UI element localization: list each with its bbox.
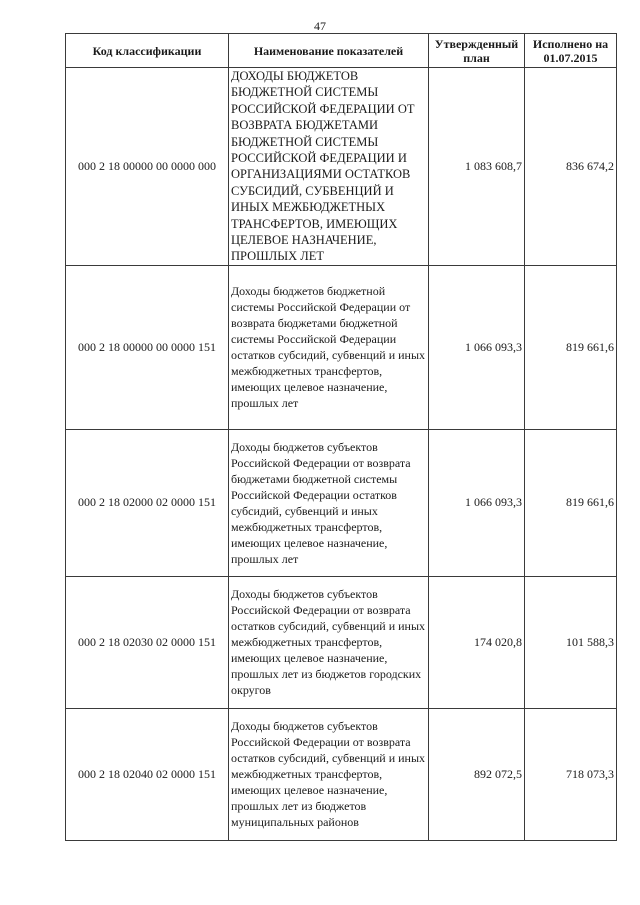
table-row <box>66 576 617 708</box>
row-code: 000 2 18 00000 00 0000 151 <box>66 265 229 429</box>
header-plan <box>429 34 525 68</box>
row-name: Доходы бюджетов субъектов Российской Федерации от возврата бюджетами бюджетной системы Российской Федерации остатков субсидий, субвенций и иных межбюджетных трансфертов, имеющих целевое назначение, прошлых лет <box>229 429 429 576</box>
row-executed: 819 661,6 <box>525 265 617 429</box>
table-row <box>66 265 617 429</box>
header-executed-line1: Исполнено на <box>532 36 609 51</box>
header-executed-line2: 01.07.2015 <box>543 50 598 65</box>
row-plan: 174 020,8 <box>429 576 525 708</box>
row-executed: 718 073,3 <box>525 708 617 840</box>
row-executed: 836 674,2 <box>525 68 617 266</box>
row-code: 000 2 18 00000 00 0000 000 <box>66 68 229 266</box>
row-name: Доходы бюджетов субъектов Российской Федерации от возврата остатков субсидий, субвенций и иных межбюджетных трансфертов, имеющих целевое назначение, прошлых лет из бюджетов городских округов <box>229 576 429 708</box>
row-name: ДОХОДЫ БЮДЖЕТОВ БЮДЖЕТНОЙ СИСТЕМЫ РОССИЙСКОЙ ФЕДЕРАЦИИ ОТ ВОЗВРАТА БЮДЖЕТАМИ БЮДЖЕТНОЙ СИСТЕМЫ РОССИЙСКОЙ ФЕДЕРАЦИИ И ОРГАНИЗАЦИЯМИ ОСТАТКОВ СУБСИДИЙ, СУБВЕНЦИЙ И ИНЫХ МЕЖБЮДЖЕТНЫХ ТРАНСФЕРТОВ, ИМЕЮЩИХ ЦЕЛЕВОЕ НАЗНАЧЕНИЕ, ПРОШЛЫХ ЛЕТ <box>229 68 429 266</box>
header-plan-line2: план <box>463 50 490 65</box>
row-code: 000 2 18 02030 02 0000 151 <box>66 576 229 708</box>
header-plan-line1: Утвержденный <box>434 36 519 51</box>
header-executed <box>525 34 617 68</box>
page-number: 47 <box>314 19 326 33</box>
table-row <box>66 68 617 266</box>
table-row <box>66 708 617 840</box>
row-code: 000 2 18 02000 02 0000 151 <box>66 429 229 576</box>
table-header-row <box>66 34 617 68</box>
row-plan: 1 066 093,3 <box>429 265 525 429</box>
row-plan: 1 083 608,7 <box>429 68 525 266</box>
row-name: Доходы бюджетов субъектов Российской Федерации от возврата остатков субсидий, субвенций и иных межбюджетных трансфертов, имеющих целевое назначение, прошлых лет из бюджетов муниципальных районов <box>229 708 429 840</box>
budget-table <box>65 33 617 841</box>
row-code: 000 2 18 02040 02 0000 151 <box>66 708 229 840</box>
table-row <box>66 429 617 576</box>
row-name: Доходы бюджетов бюджетной системы Российской Федерации от возврата бюджетами бюджетной системы Российской Федерации остатков субсидий, субвенций и иных межбюджетных трансфертов, имеющих целевое назначение, прошлых лет <box>229 265 429 429</box>
row-executed: 101 588,3 <box>525 576 617 708</box>
header-code: Код классификации <box>66 34 229 68</box>
row-plan: 1 066 093,3 <box>429 429 525 576</box>
row-executed: 819 661,6 <box>525 429 617 576</box>
row-plan: 892 072,5 <box>429 708 525 840</box>
header-name: Наименование показателей <box>229 34 429 68</box>
